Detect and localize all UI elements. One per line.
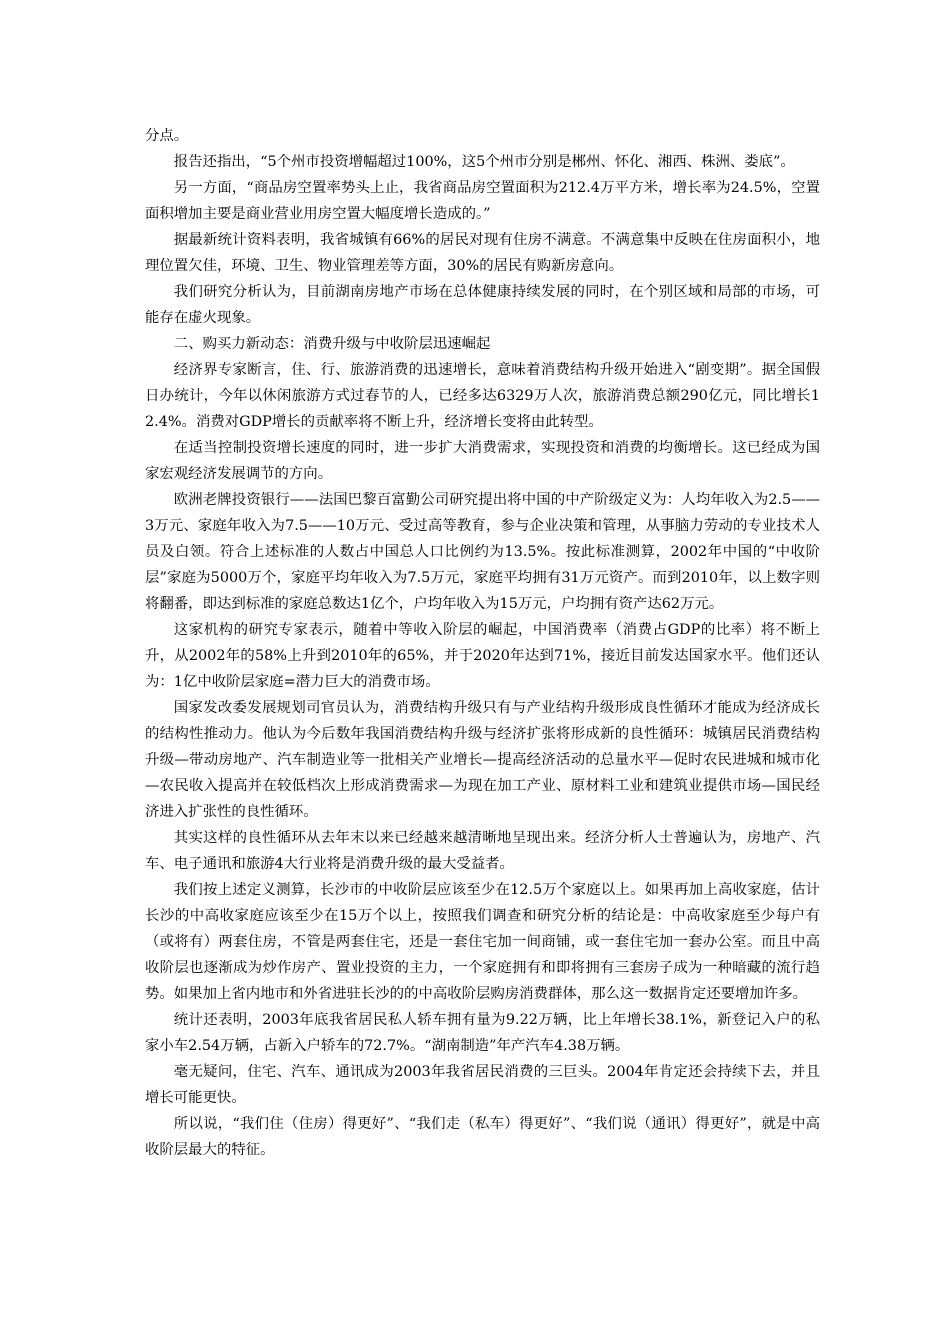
paragraph: 另一方面，“商品房空置率势头上止，我省商品房空置面积为212.4万平方米，增长率为24.5%，空置面积增加主要是商业营业用房空置大幅度增长造成的。” [145,180,820,222]
paragraph: 报告还指出，“5个州市投资增幅超过100%，这5个州市分别是郴州、怀化、湘西、株洲、娄底”。 [173,154,795,170]
paragraph: 我们研究分析认为，目前湖南房地产市场在总体健康持续发展的同时，在个别区域和局部的市场，可能存在虚火现象。 [145,284,820,326]
paragraph: 国家发改委发展规划司官员认为，消费结构升级只有与产业结构升级形成良性循环才能成为经济成长的结构性推动力。他认为今后数年我国消费结构升级与经济扩张将形成新的良性循环：城镇居民消费结构升级—带动房地产、汽车制造业等一批相关产业增长—提高经济活动的总量水平—促时农民进城和城市化—农民收入提高并在较低档次上形成消费需求—为现在加工产业、原材料工业和建筑业提供市场—国民经济进入扩张性的良性循环。 [145,700,820,820]
paragraph-continuation: 分点。 [145,128,189,144]
paragraph: 在适当控制投资增长速度的同时，进一步扩大消费需求，实现投资和消费的均衡增长。这已经成为国家宏观经济发展调节的方向。 [145,440,820,482]
paragraph: 这家机构的研究专家表示，随着中等收入阶层的崛起，中国消费率（消费占GDP的比率）将不断上升，从2002年的58%上升到2010年的65%，并于2020年达到71%，接近目前发达国家水平。他们还认为：1亿中收阶层家庭=潜力巨大的消费市场。 [145,622,820,690]
paragraph: 我们按上述定义测算，长沙市的中收阶层应该至少在12.5万个家庭以上。如果再加上高收家庭，估计长沙的中高收家庭应该至少在15万个以上，按照我们调查和研究分析的结论是：中高收家庭至少每户有（或将有）两套住房，不管是两套住宅，还是一套住宅加一间商铺，或一套住宅加一套办公室。而且中高收阶层也逐渐成为炒作房产、置业投资的主力，一个家庭拥有和即将拥有三套房子成为一种暗藏的流行趋势。如果加上省内地市和外省进驻长沙的的中高收阶层购房消费群体，那么这一数据肯定还要增加许多。 [145,882,820,1002]
paragraph: 统计还表明，2003年底我省居民私人轿车拥有量为9.22万辆，比上年增长38.1%，新登记入户的私家小车2.54万辆，占新入户轿车的72.7%。“湖南制造”年产汽车4.38万辆。 [145,1012,820,1054]
paragraph: 欧洲老牌投资银行——法国巴黎百富勤公司研究提出将中国的中产阶级定义为：人均年收入为2.5——3万元、家庭年收入为7.5——10万元、受过高等教育，参与企业决策和管理，从事脑力劳动的专业技术人员及白领。符合上述标准的人数占中国总人口比例约为13.5%。按此标准测算，2002年中国的“中收阶层”家庭为5000万个，家庭平均年收入为7.5万元，家庭平均拥有31万元资产。而到2010年，以上数字则将翻番，即达到标准的家庭总数达1亿个，户均年收入为15万元，户均拥有资产达62万元。 [145,492,820,612]
paragraph: 经济界专家断言，住、行、旅游消费的迅速增长，意味着消费结构升级开始进入“剧变期”。据全国假日办统计，今年以休闲旅游方式过春节的人，已经多达6329万人次，旅游消费总额290亿元，同比增长12.4%。消费对GDP增长的贡献率将不断上升，经济增长变将由此转型。 [145,362,820,430]
section-heading: 二、购买力新动态：消费升级与中收阶层迅速崛起 [173,336,491,352]
paragraph: 所以说，“我们住（住房）得更好”、“我们走（私车）得更好”、“我们说（通讯）得更好”，就是中高收阶层最大的特征。 [145,1116,820,1158]
paragraph: 据最新统计资料表明，我省城镇有66%的居民对现有住房不满意。不满意集中反映在住房面积小，地理位置欠佳，环境、卫生、物业管理差等方面，30%的居民有购新房意向。 [145,232,820,274]
document-page [145,123,820,1163]
paragraph: 毫无疑问，住宅、汽车、通讯成为2003年我省居民消费的三巨头。2004年肯定还会持续下去，并且增长可能更快。 [145,1064,820,1106]
paragraph: 其实这样的良性循环从去年末以来已经越来越清晰地呈现出来。经济分析人士普遍认为，房地产、汽车、电子通讯和旅游4大行业将是消费升级的最大受益者。 [145,830,820,872]
